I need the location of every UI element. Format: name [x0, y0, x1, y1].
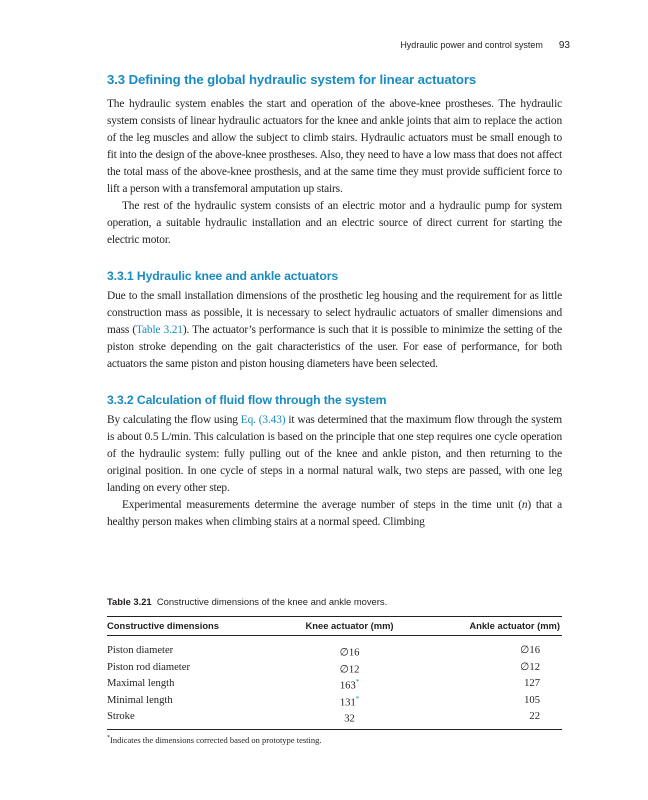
table-row: Piston diameter ∅16 ∅16	[107, 645, 540, 659]
running-title: Hydraulic power and control system	[400, 40, 543, 50]
section-heading-3-3-1: 3.3.1 Hydraulic knee and ankle actuators	[107, 269, 339, 283]
table-row: Piston rod diameter ∅12 ∅12	[107, 661, 540, 676]
paragraph: Experimental measurements determine the average number of steps in the time unit (n) that a healthy person makes when climbing stairs at a normal speed. Climbing	[107, 499, 562, 528]
main-content	[107, 72, 562, 531]
table-footnote: *Indicates the dimensions corrected based on prototype testing.	[107, 734, 322, 745]
section-heading-3-3-2: 3.3.2 Calculation of fluid flow through the system	[107, 393, 387, 407]
paragraph: The hydraulic system enables the start and operation of the above-knee prostheses. The hydraulic system consists of linear hydraulic actuators for the knee and ankle joints that aim to replace the action of the leg muscles and allow the subject to climb stairs. Hydraulic actuators must be small enough to fit into the design of the above-knee prostheses. Also, they need to have a low mass that does not affect the total mass of the above-knee prosthesis, and at the same time they must provide sufficient force to lift a person with a transfemoral amputation up stairs.	[107, 98, 562, 195]
equation-reference-link[interactable]: Eq. (3.43)	[240, 414, 286, 426]
table-caption: Table 3.21 Constructive dimensions of the knee and ankle movers.	[107, 596, 388, 607]
table-reference-link[interactable]: Table 3.21	[135, 324, 183, 336]
column-header: Ankle actuator (mm)	[418, 617, 562, 636]
table-3-21	[107, 596, 562, 745]
running-head	[107, 40, 570, 51]
paragraph: Due to the small installation dimensions of the prosthetic leg housing and the requirement for as little construction mass as possible, it is necessary to select hydraulic actuators of smaller dimensions and mass (Table 3.21). The actuator’s performance is such that it is possible to minimize the setting of the piston stroke depending on the gait characteristics of the user. For ease of performance, for both actuators the same piston and piston housing diameters have been selected.	[107, 290, 562, 370]
dimensions-table	[107, 616, 562, 730]
table-row: Minimal length 131* 105	[107, 694, 540, 709]
table-row: Stroke 32 22	[107, 711, 540, 725]
table-row: Maximal length 163* 127	[107, 678, 540, 692]
section-heading-3-3: 3.3 Defining the global hydraulic system for linear actuators	[107, 72, 477, 87]
page-number: 93	[558, 40, 570, 51]
column-header: Constructive dimensions	[107, 617, 281, 636]
section-3-3-1	[107, 269, 562, 373]
column-header: Knee actuator (mm)	[281, 617, 418, 636]
paragraph: The rest of the hydraulic system consists of an electric motor and a hydraulic pump for system operation, a suitable hydraulic installation and an electric source of direct current for starting the electric motor.	[107, 200, 562, 246]
paragraph: By calculating the flow using Eq. (3.43) it was determined that the maximum flow through the system is about 0.5 L/min. This calculation is based on the principle that one step requires one cycle operation of the hydraulic system: fully pulling out of the knee and ankle piston, and then returning to the original position. In one cycle of steps in a normal natural walk, two steps are passed, with one leg landing on every other step.	[107, 414, 562, 494]
section-3-3-2	[107, 393, 562, 531]
